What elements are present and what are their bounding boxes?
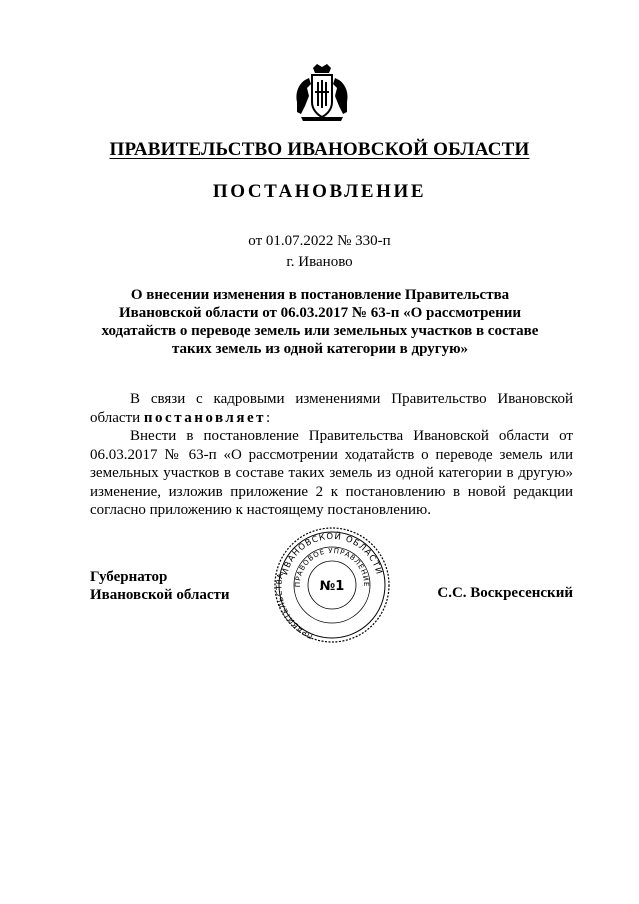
heading-line: ходатайств о переводе земель или земельных участков в составе [101,323,539,339]
body-paragraph [90,390,573,427]
signatory-position [90,568,230,604]
paragraph-punctuation: : [266,409,271,426]
organization-title: ПРАВИТЕЛЬСТВО ИВАНОВСКОЙ ОБЛАСТИ [109,139,530,160]
document-date-number: от 01.07.2022 № 330-п [248,233,391,249]
seal-number: №1 [319,579,345,594]
seal-outer-text: ИВАНОВСКОЙ ОБЛАСТИ [280,531,384,577]
paragraph-text: В связи с кадровыми изменениями Правительство Ивановской области [90,391,573,426]
position-line: Ивановской области [90,587,230,603]
seal-left-text: ПРАВИТЕЛЬСТВА [274,571,315,641]
document-city: г. Иваново [286,254,353,270]
heading-line: таких земель из одной категории в другую» [171,341,469,357]
document-heading [100,286,540,358]
seal-middle-text: ПРАВОВОЕ УПРАВЛЕНИЕ [293,546,371,588]
resolution-verb: постановляет [143,409,266,426]
position-line: Губернатор [90,569,168,585]
document-type: ПОСТАНОВЛЕНИЕ [212,181,427,202]
body-paragraph: Внести в постановление Правительства Ивановской области от 06.03.2017 № 63-п «О рассмотрении ходатайств о переводе земель или земельных участков в составе таких земель из одной категории в другую» изменение, изложив приложение 2 к постановлению в новой редакции согласно приложению к настоящему постановлению. [90,428,573,518]
document-body [90,390,573,520]
coat-of-arms-icon [291,62,353,124]
heading-line: О внесении изменения в постановление Правительства [130,287,510,303]
signatory-name: С.С. Воскресенский [437,585,573,601]
official-seal [272,525,392,645]
heading-line: Ивановской области от 06.03.2017 № 63-п «О рассмотрении [118,305,522,321]
